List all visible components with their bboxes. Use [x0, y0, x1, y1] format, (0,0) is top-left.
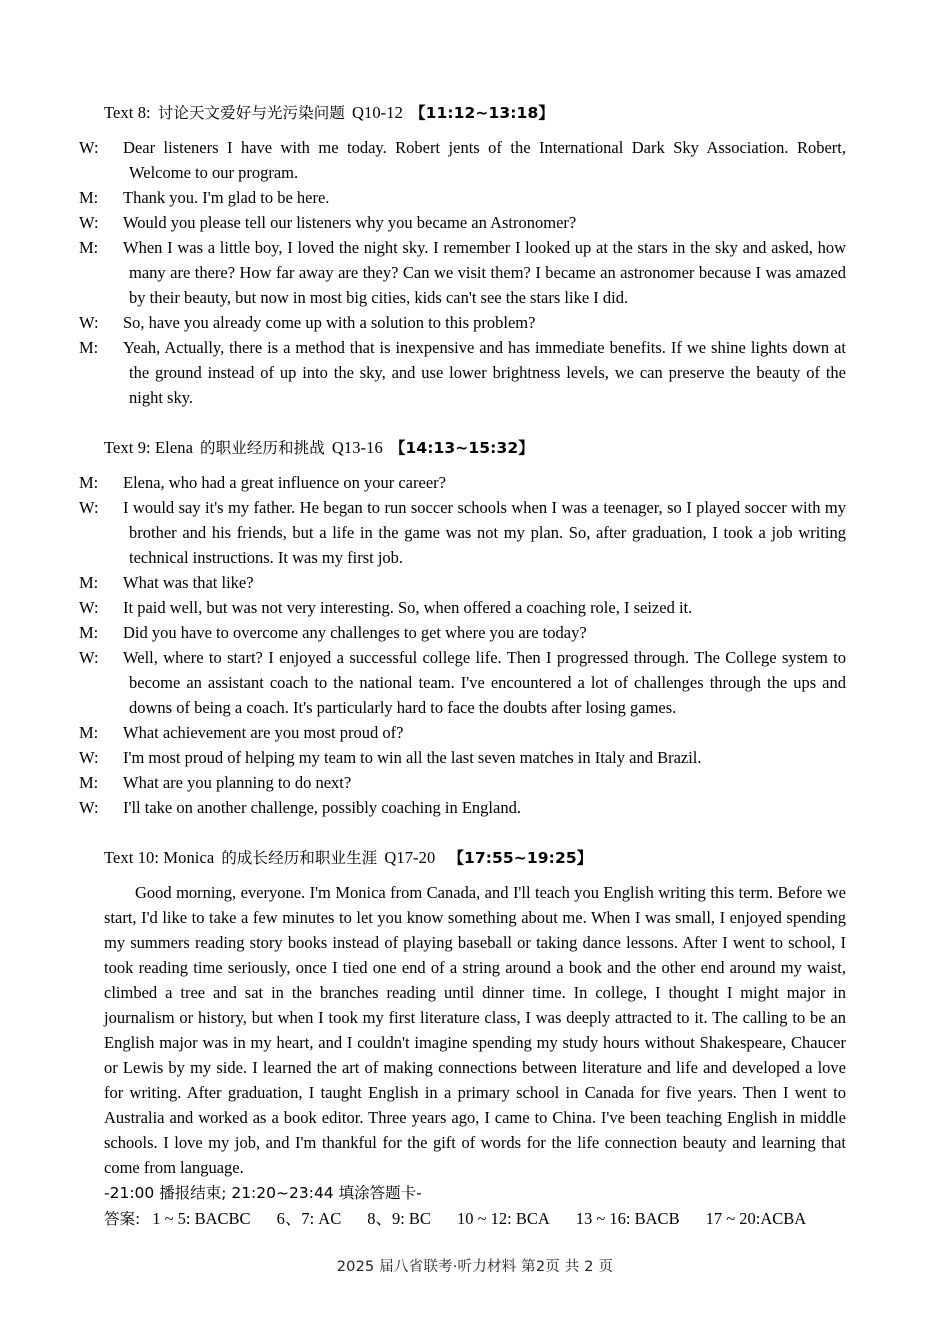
dialogue-text: It paid well, but was not very interesting. So, when offered a coaching role, I seized it. [123, 598, 693, 617]
section-heading-text8 [104, 100, 846, 126]
section-topic: 讨论天文爱好与光污染问题 [157, 104, 345, 122]
dialogue-line [79, 235, 846, 310]
dialogue-text: Thank you. I'm glad to be here. [123, 188, 330, 207]
section-topic: 的成长经历和职业生涯 [221, 849, 378, 867]
dialogue-line [79, 570, 846, 595]
dialogue-line [79, 745, 846, 770]
dialogue-text: What achievement are you most proud of? [123, 723, 404, 742]
section-label: Text 8: [104, 103, 151, 122]
dialogue-line [79, 645, 846, 720]
dialogue-text: What are you planning to do next? [123, 773, 352, 792]
section-questions: Q17-20 [384, 848, 436, 867]
answer-group: 1 ~ 5: BACBC [152, 1209, 251, 1228]
speaker-label: W: [79, 648, 99, 667]
section-label: Text 9: Elena [104, 438, 194, 457]
speaker-label: W: [79, 138, 99, 157]
dialogue-text: Would you please tell our listeners why you became an Astronomer? [123, 213, 577, 232]
dialogue-line [79, 770, 846, 795]
section-spacer [104, 820, 846, 845]
section-timecode: 【17:55~19:25】 [448, 849, 593, 867]
broadcast-end-note: -21:00 播报结束; 21:20~23:44 填涂答题卡- [104, 1184, 422, 1202]
dialogue-line [79, 335, 846, 410]
dialogue-line [79, 795, 846, 820]
speaker-label: M: [79, 573, 99, 592]
section-timecode: 【14:13~15:32】 [389, 439, 534, 457]
answer-group: 13 ~ 16: BACB [575, 1209, 680, 1228]
section-heading-text9 [104, 435, 846, 461]
section-label: Text 10: Monica [104, 848, 215, 867]
dialogue-line [79, 495, 846, 570]
dialogue-text: When I was a little boy, I loved the night sky. I remember I looked up at the stars in the sky and asked, how many are there? How far away are they? Can we visit them? I became an astronomer because I was amazed by their beauty, but now in most big cities, kids can't see the stars like I did. [123, 238, 846, 307]
dialogue-text: I would say it's my father. He began to run soccer schools when I was a teenager, so I played soccer with my brother and his friends, but a life in the game was not my plan. So, after graduation, I took a job writing technical instructions. It was my first job. [123, 498, 846, 567]
answer-group: 6、7: AC [276, 1209, 342, 1228]
section-spacer [104, 410, 846, 435]
speaker-label: W: [79, 598, 99, 617]
dialogue-line [79, 185, 846, 210]
dialogue-line [79, 310, 846, 335]
speaker-label: W: [79, 498, 99, 517]
dialogue-text: I'm most proud of helping my team to win all the last seven matches in Italy and Brazil. [123, 748, 702, 767]
speaker-label: M: [79, 773, 99, 792]
dialogue-text: So, have you already come up with a solution to this problem? [123, 313, 536, 332]
section-questions: Q13-16 [331, 438, 383, 457]
speaker-label: W: [79, 798, 99, 817]
answers-label: 答案: [104, 1210, 141, 1228]
speaker-label: W: [79, 313, 99, 332]
speaker-label: M: [79, 473, 99, 492]
speaker-label: W: [79, 213, 99, 232]
section-topic: 的职业经历和挑战 [200, 439, 325, 457]
speaker-label: M: [79, 723, 99, 742]
section-questions: Q10-12 [351, 103, 403, 122]
dialogue-text: I'll take on another challenge, possibly coaching in England. [123, 798, 521, 817]
section-heading-text10 [104, 845, 846, 871]
dialogue-text: Yeah, Actually, there is a method that is inexpensive and has immediate benefits. If we shine lights down at the ground instead of up into the sky, and use lower brightness levels, we can preserve the beauty of the night sky. [123, 338, 846, 407]
dialogue-line [79, 210, 846, 235]
dialogue-text: Dear listeners I have with me today. Robert jents of the International Dark Sky Association. Robert, Welcome to our program. [123, 138, 846, 182]
monologue-paragraph: Good morning, everyone. I'm Monica from Canada, and I'll teach you English writing this term. Before we start, I'd like to take a few minutes to let you know something about me. When I was small, I enjoyed spending my summers reading story books instead of playing baseball or taking dance lessons. After I went to school, I took reading time seriously, once I tied one end of a string around a book and the other end around my waist, climbed a tree and sat in the branches reading until dinner time. In college, I thought I might major in journalism or history, but when I took my first literature class, I was deeply attracted to it. The calling to be an English major was in my heart, and I couldn't imagine spending my study hours without Shakespeare, Chaucer or Lewis by my side. I learned the art of making connections between literature and life and developed a love for writing. After graduation, I taught English in a primary school in Canada for five years. Then I went to Australia and worked as a book editor. Three years ago, I came to China. I've been teaching English in middle schools. I love my job, and I'm thankful for the gift of words for the life connection beauty and learning that come from language. [104, 883, 846, 1177]
answer-group: 17 ~ 20:ACBA [705, 1209, 807, 1228]
section-timecode: 【11:12~13:18】 [409, 104, 554, 122]
dialogue-line [79, 135, 846, 185]
dialogue-line [79, 720, 846, 745]
answer-group: 8、9: BC [367, 1209, 431, 1228]
document-body [79, 100, 846, 1232]
dialogue-line [79, 620, 846, 645]
speaker-label: M: [79, 623, 99, 642]
dialogue-text: What was that like? [123, 573, 254, 592]
dialogue-text: Well, where to start? I enjoyed a successful college life. Then I progressed through. The College system to become an assistant coach to the national team. I've encountered a lot of challenges through the ups and downs of being a coach. It's particularly hard to face the doubts after losing games. [123, 648, 846, 717]
dialogue-line [79, 595, 846, 620]
speaker-label: M: [79, 238, 99, 257]
dialogue-text: Elena, who had a great influence on your career? [123, 473, 446, 492]
speaker-label: M: [79, 188, 99, 207]
dialogue-line [79, 470, 846, 495]
answer-group: 10 ~ 12: BCA [456, 1209, 550, 1228]
page-footer: 2025 届八省联考·听力材料 第2页 共 2 页 [336, 1259, 614, 1275]
speaker-label: M: [79, 338, 99, 357]
dialogue-text: Did you have to overcome any challenges to get where you are today? [123, 623, 587, 642]
answer-key-line [104, 1206, 846, 1232]
speaker-label: W: [79, 748, 99, 767]
